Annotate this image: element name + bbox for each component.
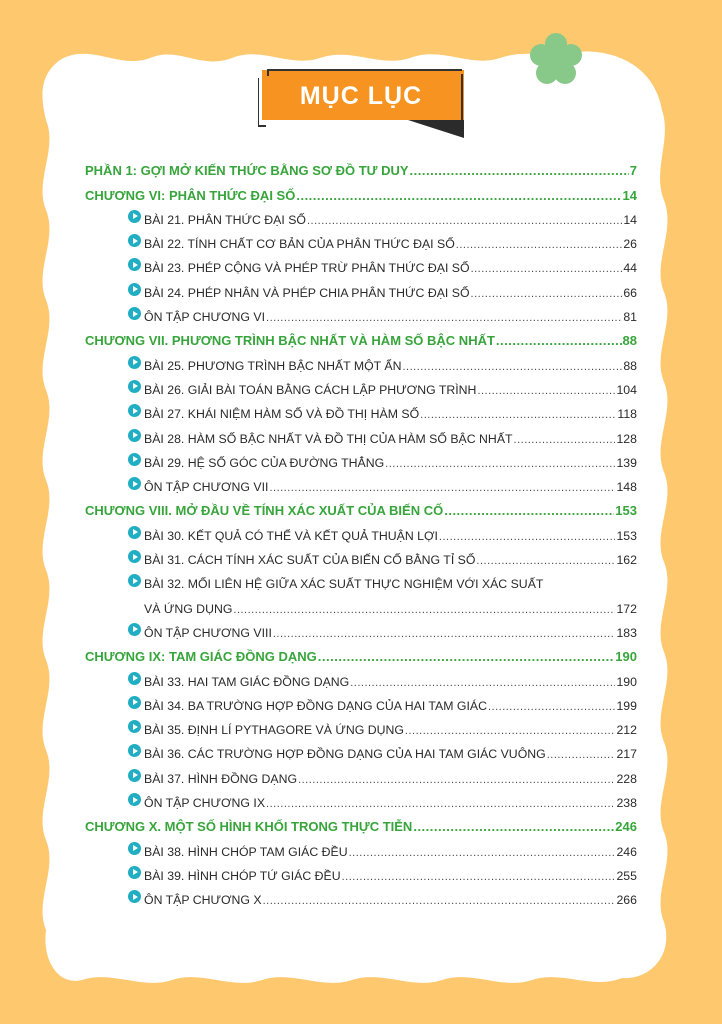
toc-chapter-row[interactable] xyxy=(85,810,637,834)
page-number: 14 xyxy=(622,187,637,203)
lesson-title: BÀI 26. GIẢI BÀI TOÁN BẰNG CÁCH LẬP PHƯƠNG TRÌNH xyxy=(144,382,477,397)
lesson-title: BÀI 28. HÀM SỐ BẬC NHẤT VÀ ĐỒ THỊ CỦA HÀM SỐ BẬC NHẤT xyxy=(144,431,513,446)
page-number: 190 xyxy=(615,649,637,665)
toc-lesson-row[interactable] xyxy=(85,421,637,445)
lesson-title: BÀI 27. KHÁI NIỆM HÀM SỐ VÀ ĐỒ THỊ HÀM SỐ xyxy=(144,407,420,422)
toc-lesson-row[interactable] xyxy=(85,397,637,421)
lesson-title: BÀI 38. HÌNH CHÓP TAM GIÁC ĐỀU xyxy=(144,844,348,859)
page-number: 246 xyxy=(615,819,637,835)
flower-icon xyxy=(524,28,588,92)
play-circle-icon xyxy=(128,672,141,685)
table-of-contents xyxy=(85,154,637,907)
page-number: 238 xyxy=(616,796,637,811)
lesson-title: BÀI 22. TÍNH CHẤT CƠ BẢN CỦA PHÂN THỨC ĐẠI SỐ xyxy=(144,237,455,252)
toc-lesson-row[interactable] xyxy=(85,543,637,567)
play-circle-icon xyxy=(128,307,141,320)
chapter-title: CHƯƠNG VIII. MỞ ĐẦU VỀ TÍNH XÁC XUẤT CỦA BIẾN CỐ xyxy=(85,503,444,519)
dot-leader xyxy=(307,213,622,227)
toc-lesson-row[interactable] xyxy=(85,203,637,227)
dot-leader xyxy=(298,772,615,786)
page-number: 88 xyxy=(623,358,637,373)
chapter-title: CHƯƠNG X. MỘT SỐ HÌNH KHỐI TRONG THỰC TIỄN xyxy=(85,819,413,835)
toc-chapter-row[interactable] xyxy=(85,178,637,202)
dot-leader xyxy=(471,286,623,300)
toc-lesson-row[interactable] xyxy=(85,616,637,640)
lesson-title: BÀI 34. BA TRƯỜNG HỢP ĐỒNG DẠNG CỦA HAI TAM GIÁC xyxy=(144,698,487,713)
dot-leader xyxy=(514,432,616,446)
page-number: 148 xyxy=(616,480,637,495)
play-circle-icon xyxy=(128,623,141,636)
lesson-title: ÔN TẬP CHƯƠNG VII xyxy=(144,480,269,495)
toc-lesson-row[interactable] xyxy=(85,373,637,397)
toc-lesson-row[interactable] xyxy=(85,786,637,810)
lesson-title: BÀI 23. PHÉP CỘNG VÀ PHÉP TRỪ PHÂN THỨC ĐẠI SỐ xyxy=(144,261,470,276)
dot-leader xyxy=(342,869,616,883)
lesson-title: BÀI 33. HAI TAM GIÁC ĐỒNG DẠNG xyxy=(144,674,350,689)
page-number: 7 xyxy=(629,163,637,179)
lesson-title: BÀI 37. HÌNH ĐỒNG DẠNG xyxy=(144,771,298,786)
toc-lesson-row[interactable] xyxy=(85,859,637,883)
page-number: 104 xyxy=(616,382,637,397)
lesson-title: BÀI 29. HỆ SỐ GÓC CỦA ĐƯỜNG THẲNG xyxy=(144,455,385,470)
lesson-title: ÔN TẬP CHƯƠNG VIII xyxy=(144,625,272,640)
title-banner xyxy=(258,68,468,140)
dot-leader xyxy=(269,480,615,494)
chapter-title: CHƯƠNG IX: TAM GIÁC ĐỒNG DẠNG xyxy=(85,649,317,665)
toc-lesson-row[interactable] xyxy=(85,348,637,372)
chapter-title: PHẦN 1: GỢI MỞ KIẾN THỨC BẰNG SƠ ĐỒ TƯ DUY xyxy=(85,163,409,179)
dot-leader xyxy=(496,334,622,348)
page-number: 118 xyxy=(617,407,637,422)
dot-leader xyxy=(420,407,616,421)
dot-leader xyxy=(547,747,616,761)
play-circle-icon xyxy=(128,696,141,709)
lesson-title: BÀI 25. PHƯƠNG TRÌNH BẬC NHẤT MỘT ẨN xyxy=(144,358,402,373)
toc-lesson-row[interactable] xyxy=(85,567,637,591)
play-circle-icon xyxy=(128,453,141,466)
play-circle-icon xyxy=(128,550,141,563)
lesson-title: BÀI 24. PHÉP NHÂN VÀ PHÉP CHIA PHÂN THỨC ĐẠI SỐ xyxy=(144,285,470,300)
lesson-title: ÔN TẬP CHƯƠNG VI xyxy=(144,310,266,325)
toc-lesson-row[interactable] xyxy=(85,251,637,275)
lesson-title: BÀI 35. ĐỊNH LÍ PYTHAGORE VÀ ỨNG DỤNG xyxy=(144,723,404,738)
dot-leader xyxy=(477,383,615,397)
play-circle-icon xyxy=(128,380,141,393)
page-number: 255 xyxy=(616,868,637,883)
lesson-title: ÔN TẬP CHƯƠNG X xyxy=(144,893,262,908)
lesson-title: BÀI 31. CÁCH TÍNH XÁC SUẤT CỦA BIẾN CỐ BẰNG TỈ SỐ xyxy=(144,553,476,568)
page-number: 162 xyxy=(616,553,637,568)
toc-lesson-row[interactable] xyxy=(85,300,637,324)
dot-leader xyxy=(296,189,621,203)
dot-leader xyxy=(233,602,615,616)
page-number: 66 xyxy=(623,285,637,300)
dot-leader xyxy=(385,456,615,470)
dot-leader xyxy=(471,261,623,275)
toc-chapter-row[interactable] xyxy=(85,154,637,178)
play-circle-icon xyxy=(128,356,141,369)
dot-leader xyxy=(273,626,616,640)
lesson-title: BÀI 36. CÁC TRƯỜNG HỢP ĐỒNG DẠNG CỦA HAI TAM GIÁC VUÔNG xyxy=(144,747,546,762)
dot-leader xyxy=(405,723,616,737)
chapter-title: CHƯƠNG VI: PHÂN THỨC ĐẠI SỐ xyxy=(85,187,296,203)
play-circle-icon xyxy=(128,210,141,223)
toc-lesson-row[interactable] xyxy=(85,761,637,785)
toc-chapter-row[interactable] xyxy=(85,494,637,518)
dot-leader xyxy=(476,553,615,567)
play-circle-icon xyxy=(128,769,141,782)
toc-lesson-row[interactable] xyxy=(85,737,637,761)
page-number: 44 xyxy=(623,261,637,276)
dot-leader xyxy=(318,650,615,664)
toc-lesson-row[interactable] xyxy=(85,227,637,251)
play-circle-icon xyxy=(128,866,141,879)
toc-chapter-row[interactable] xyxy=(85,324,637,348)
toc-lesson-row[interactable] xyxy=(85,883,637,907)
dot-leader xyxy=(413,820,614,834)
page-number: 172 xyxy=(616,601,637,616)
dot-leader xyxy=(349,845,616,859)
play-circle-icon xyxy=(128,793,141,806)
page-number: 128 xyxy=(616,431,637,446)
page-title: MỤC LỤC xyxy=(299,82,423,110)
toc-lesson-row[interactable] xyxy=(85,518,637,542)
play-circle-icon xyxy=(128,526,141,539)
toc-lesson-row[interactable] xyxy=(85,591,637,615)
lesson-title: VÀ ỨNG DỤNG xyxy=(144,601,233,616)
chapter-title: CHƯƠNG VII. PHƯƠNG TRÌNH BẬC NHẤT VÀ HÀM SỐ BẬC NHẤT xyxy=(85,333,495,349)
dot-leader xyxy=(263,893,616,907)
page-number: 266 xyxy=(616,893,637,908)
page-number: 26 xyxy=(623,237,637,252)
dot-leader xyxy=(410,164,629,178)
dot-leader xyxy=(444,504,614,518)
toc-lesson-row[interactable] xyxy=(85,275,637,299)
dot-leader xyxy=(402,359,622,373)
page-number: 246 xyxy=(616,844,637,859)
play-circle-icon xyxy=(128,283,141,296)
toc-lesson-row[interactable] xyxy=(85,446,637,470)
toc-lesson-row[interactable] xyxy=(85,834,637,858)
page-number: 139 xyxy=(616,455,637,470)
page-number: 190 xyxy=(616,674,637,689)
page-number: 88 xyxy=(622,333,637,349)
dot-leader xyxy=(266,310,622,324)
lesson-title: BÀI 30. KẾT QUẢ CÓ THỂ VÀ KẾT QUẢ THUẬN LỢI xyxy=(144,528,438,543)
page-number: 183 xyxy=(616,625,637,640)
page-number: 153 xyxy=(615,503,637,519)
lesson-title: BÀI 21. PHÂN THỨC ĐẠI SỐ xyxy=(144,212,306,227)
dot-leader xyxy=(266,796,615,810)
dot-leader xyxy=(488,699,616,713)
page-number: 228 xyxy=(616,771,637,786)
play-circle-icon xyxy=(128,429,141,442)
dot-leader xyxy=(350,675,615,689)
play-circle-icon xyxy=(128,842,141,855)
lesson-title: ÔN TẬP CHƯƠNG IX xyxy=(144,796,266,811)
lesson-title: BÀI 32. MỐI LIÊN HỆ GIỮA XÁC SUẤT THỰC NGHIỆM VỚI XÁC SUẤT xyxy=(144,577,544,592)
page-number: 217 xyxy=(616,747,637,762)
dot-leader xyxy=(439,529,616,543)
page-number: 153 xyxy=(616,528,637,543)
toc-lesson-row[interactable] xyxy=(85,470,637,494)
toc-chapter-row[interactable] xyxy=(85,640,637,664)
toc-lesson-row[interactable] xyxy=(85,713,637,737)
dot-leader xyxy=(456,237,623,251)
toc-lesson-row[interactable] xyxy=(85,689,637,713)
page-number: 14 xyxy=(623,212,637,227)
page-number: 81 xyxy=(623,310,637,325)
toc-lesson-row[interactable] xyxy=(85,664,637,688)
page-number: 212 xyxy=(616,723,637,738)
page-number: 199 xyxy=(616,698,637,713)
lesson-title: BÀI 39. HÌNH CHÓP TỨ GIÁC ĐỀU xyxy=(144,868,341,883)
